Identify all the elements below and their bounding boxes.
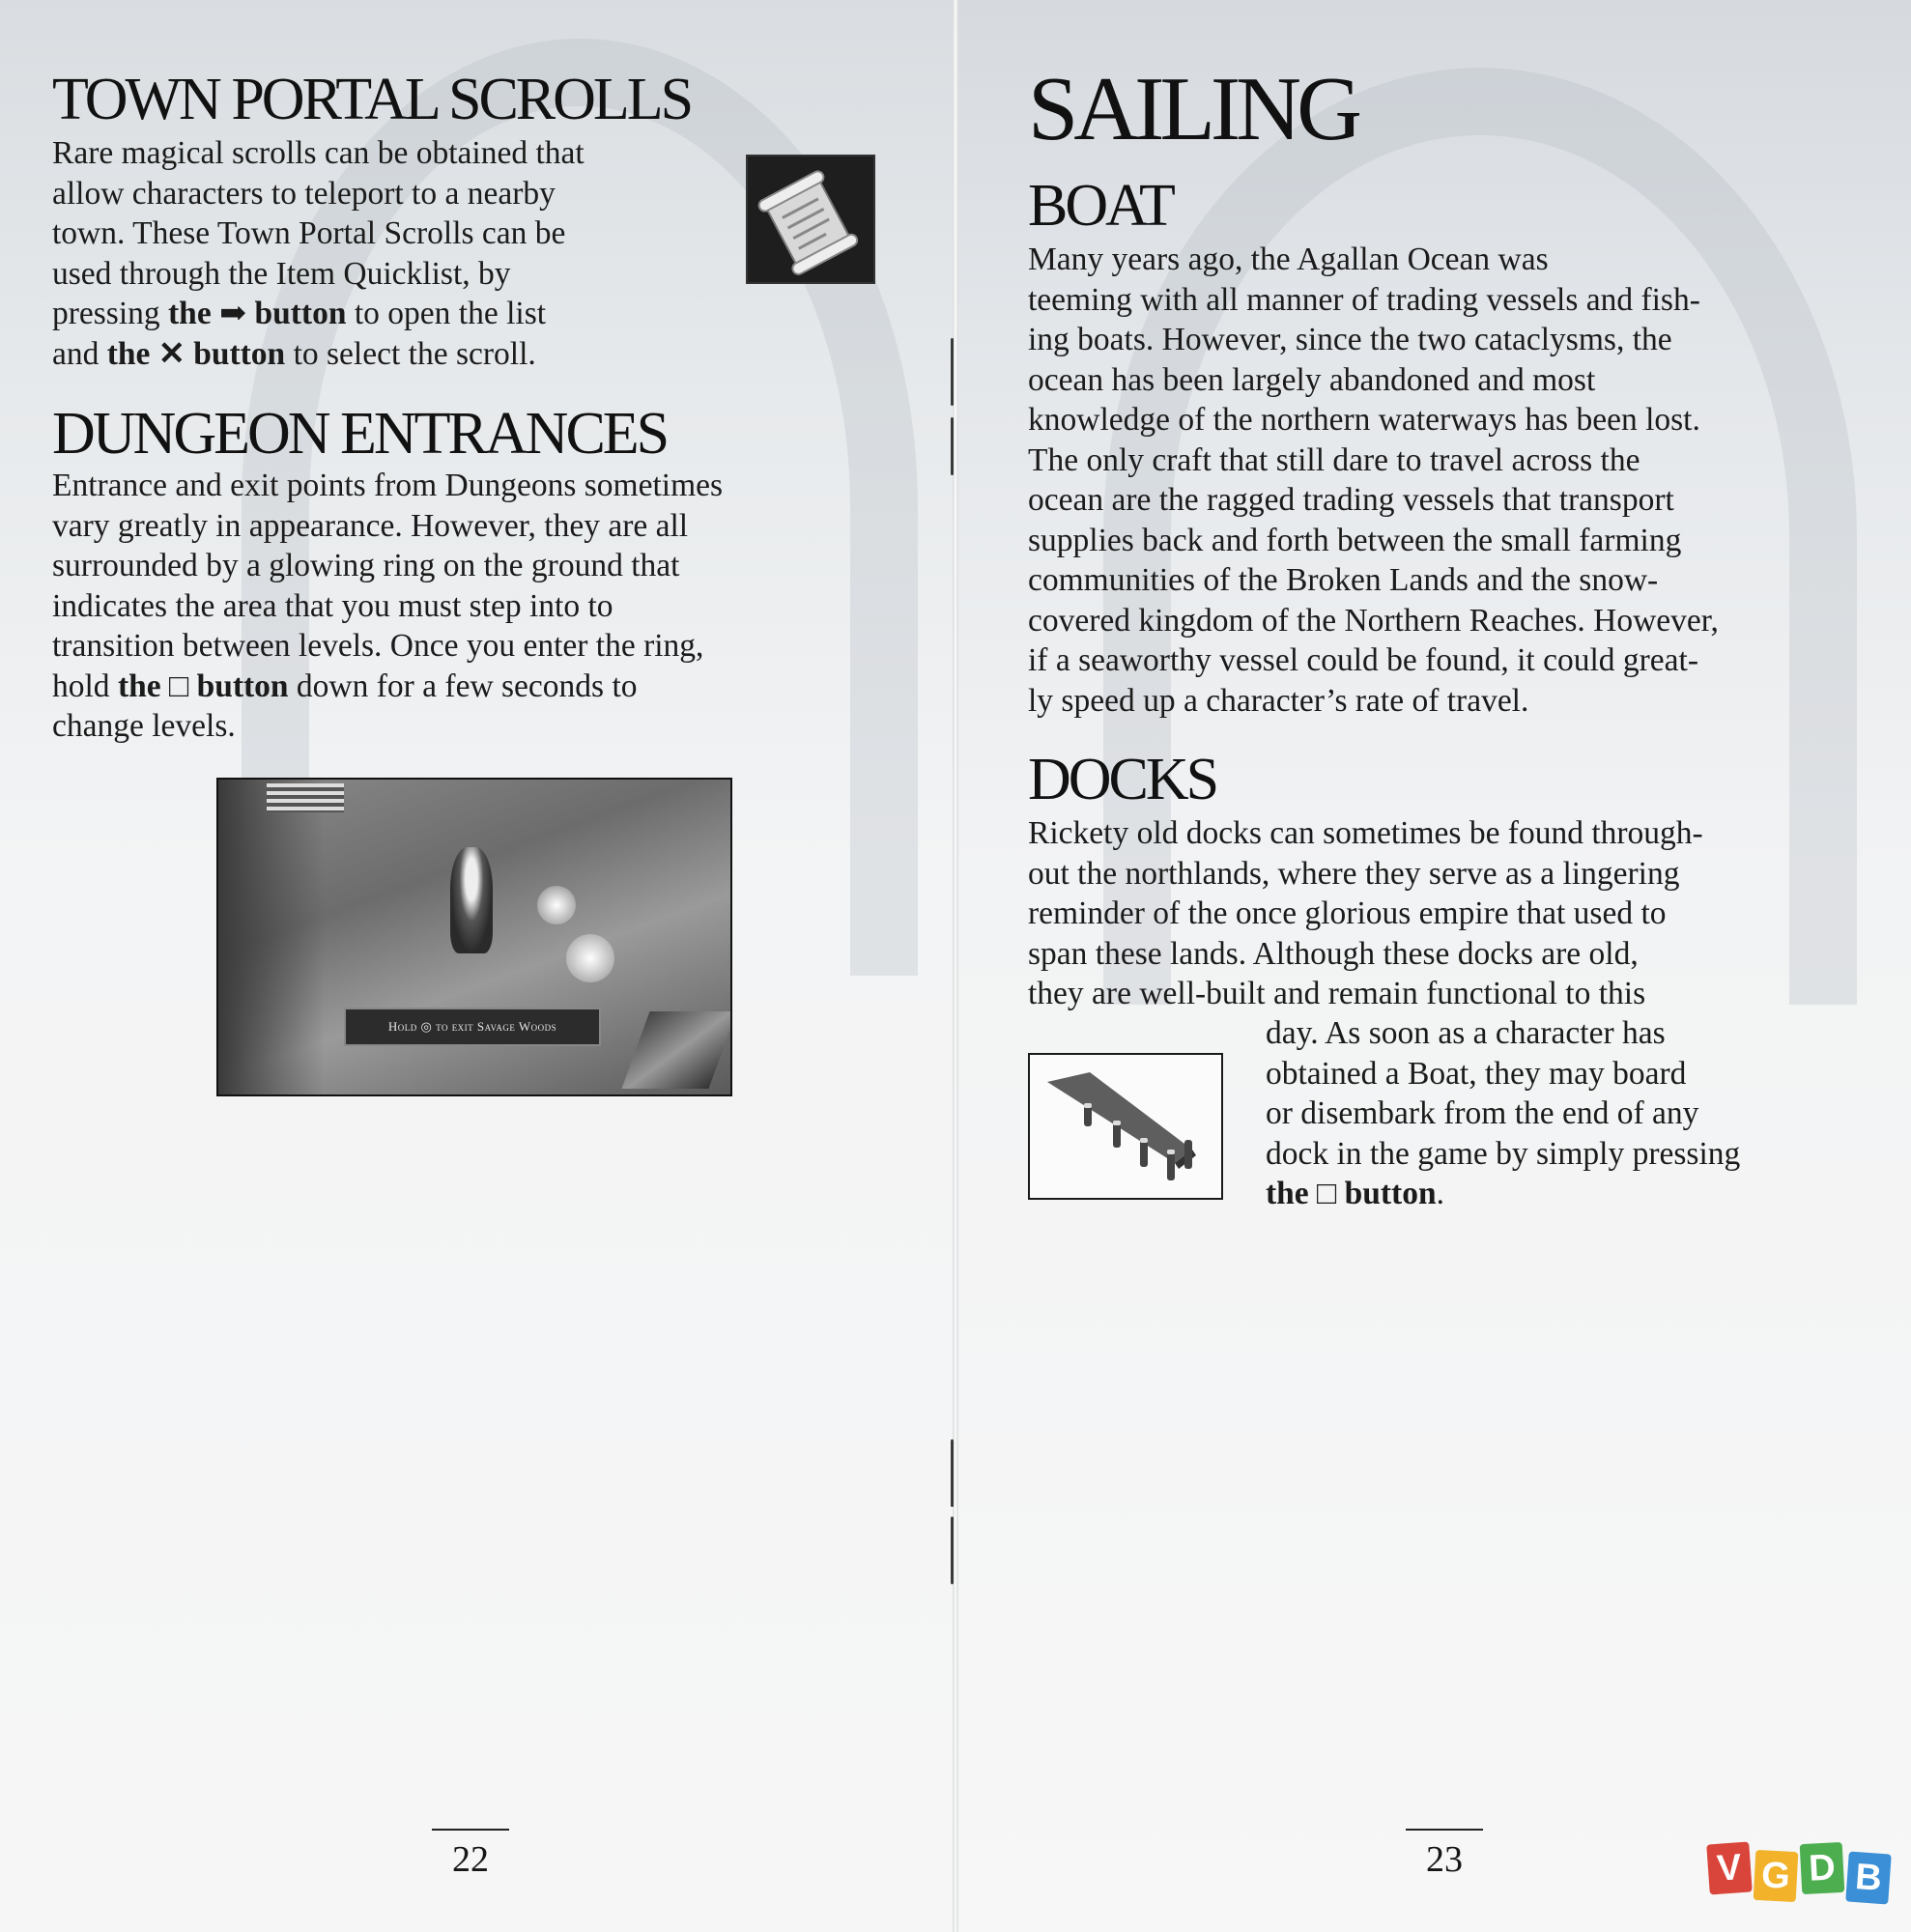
text-line bbox=[52, 667, 902, 707]
text-line: vary greatly in appearance. However, they are all bbox=[52, 507, 689, 544]
text-line: obtained a Boat, they may board bbox=[1266, 1055, 1687, 1092]
text-line: span these lands. Although these docks are old, bbox=[1028, 935, 1639, 972]
text-line: reminder of the once glorious empire that used to bbox=[1028, 895, 1667, 931]
text-line: they are well-built and remain functional to this bbox=[1028, 976, 1646, 1011]
text-line: teeming with all manner of trading vessels and fish- bbox=[1028, 281, 1700, 318]
ground-debris bbox=[621, 1011, 732, 1089]
text-run: . bbox=[1436, 1176, 1444, 1211]
text-line: supplies back and forth between the small farming bbox=[1028, 522, 1682, 558]
dungeon-entrances-heading: DUNGEON ENTRANCES bbox=[52, 401, 668, 467]
right-page bbox=[958, 0, 1911, 1932]
scroll-icon-graphic bbox=[748, 156, 873, 282]
text-run: to open the list bbox=[346, 296, 547, 331]
staple bbox=[951, 338, 954, 406]
boat-text bbox=[1028, 240, 1878, 721]
text-line: communities of the Broken Lands and the snow- bbox=[1028, 562, 1659, 598]
text-line bbox=[1266, 1174, 1884, 1214]
text-line: out the northlands, where they serve as a lingering bbox=[1028, 855, 1680, 892]
text-line: The only craft that still dare to travel across the bbox=[1028, 441, 1640, 478]
ring-glow bbox=[566, 934, 614, 982]
text-run: pressing bbox=[52, 296, 169, 331]
text-line: change levels. bbox=[52, 708, 236, 744]
text-line: town. These Town Portal Scrolls can be bbox=[52, 215, 566, 251]
text-line: if a seaworthy vessel could be found, it could great- bbox=[1028, 642, 1698, 678]
text-line: Entrance and exit points from Dungeons sometimes bbox=[52, 468, 724, 503]
watermark-letter: V bbox=[1706, 1842, 1753, 1895]
exit-prompt: Hold ◎ to exit Savage Woods bbox=[344, 1008, 601, 1046]
sailing-title: SAILING bbox=[1028, 59, 1357, 159]
text-run: down for a few seconds to bbox=[288, 668, 638, 704]
watermark-letter: G bbox=[1754, 1850, 1799, 1902]
text-line: ocean has been largely abandoned and most bbox=[1028, 361, 1596, 398]
text-line: knowledge of the northern waterways has been lost. bbox=[1028, 402, 1700, 438]
left-page bbox=[0, 0, 953, 1932]
text-line: day. As soon as a character has bbox=[1266, 1015, 1666, 1051]
text-line: Many years ago, the Agallan Ocean was bbox=[1028, 242, 1549, 277]
square-button-icon: □ bbox=[168, 668, 189, 704]
cross-button-icon: ✕ bbox=[157, 335, 185, 372]
text-run: to select the scroll. bbox=[285, 335, 536, 372]
text-line: ly speed up a character’s rate of travel. bbox=[1028, 682, 1529, 719]
text-run: and bbox=[52, 335, 107, 372]
town-portal-heading: TOWN PORTAL SCROLLS bbox=[52, 67, 692, 132]
text-line: used through the Item Quicklist, by bbox=[52, 255, 511, 292]
dungeon-entrances-text bbox=[52, 466, 902, 747]
watermark-letter: D bbox=[1800, 1842, 1845, 1894]
text-line: allow characters to teleport to a nearby bbox=[52, 175, 556, 212]
text-line: surrounded by a glowing ring on the ground that bbox=[52, 548, 680, 583]
text-run: hold bbox=[52, 668, 118, 704]
text-line: ocean are the ragged trading vessels that transport bbox=[1028, 482, 1674, 518]
hud-health-bar bbox=[267, 783, 344, 812]
text-line: or disembark from the end of any bbox=[1266, 1095, 1699, 1131]
docks-text bbox=[1028, 813, 1878, 1014]
text-line: Rickety old docks can sometimes be found through- bbox=[1028, 815, 1703, 851]
scroll-icon bbox=[746, 155, 875, 284]
button-word: the bbox=[1266, 1176, 1309, 1211]
button-word: the bbox=[168, 296, 212, 331]
page-number-left: 22 bbox=[432, 1829, 509, 1881]
staple bbox=[951, 1517, 954, 1584]
text-line: covered kingdom of the Northern Reaches. However, bbox=[1028, 602, 1719, 639]
staple bbox=[951, 417, 954, 475]
ring-glow bbox=[537, 886, 576, 924]
button-word: button bbox=[196, 668, 289, 704]
page-number-right: 23 bbox=[1406, 1829, 1483, 1881]
button-word: button bbox=[254, 296, 347, 331]
right-arrow-button-icon: ➡ bbox=[219, 296, 247, 331]
dock-icon bbox=[1028, 1053, 1223, 1200]
watermark-letter: B bbox=[1845, 1852, 1892, 1905]
docks-wrap-text bbox=[1266, 1013, 1884, 1214]
docks-heading: DOCKS bbox=[1028, 747, 1217, 812]
text-line: ing boats. However, since the two cataclysms, the bbox=[1028, 322, 1672, 357]
town-portal-text bbox=[52, 133, 728, 374]
text-line bbox=[52, 334, 728, 375]
text-line: transition between levels. Once you enter the ring, bbox=[52, 628, 704, 664]
dock-icon-graphic bbox=[1030, 1055, 1221, 1198]
button-word: button bbox=[193, 335, 286, 372]
character-figure bbox=[450, 847, 493, 953]
button-word: the bbox=[117, 668, 161, 704]
text-line bbox=[52, 294, 728, 334]
boat-heading: BOAT bbox=[1028, 173, 1173, 239]
text-line: dock in the game by simply pressing bbox=[1266, 1135, 1741, 1172]
text-line: indicates the area that you must step into to bbox=[52, 587, 613, 624]
text-line: Rare magical scrolls can be obtained that bbox=[52, 135, 585, 171]
vgdb-watermark bbox=[1708, 1843, 1890, 1930]
staple bbox=[951, 1439, 954, 1507]
tree-shadow bbox=[218, 780, 325, 1094]
button-word: button bbox=[1344, 1176, 1437, 1211]
game-screenshot bbox=[216, 778, 732, 1096]
button-word: the bbox=[106, 335, 151, 372]
square-button-icon: □ bbox=[1317, 1176, 1337, 1211]
